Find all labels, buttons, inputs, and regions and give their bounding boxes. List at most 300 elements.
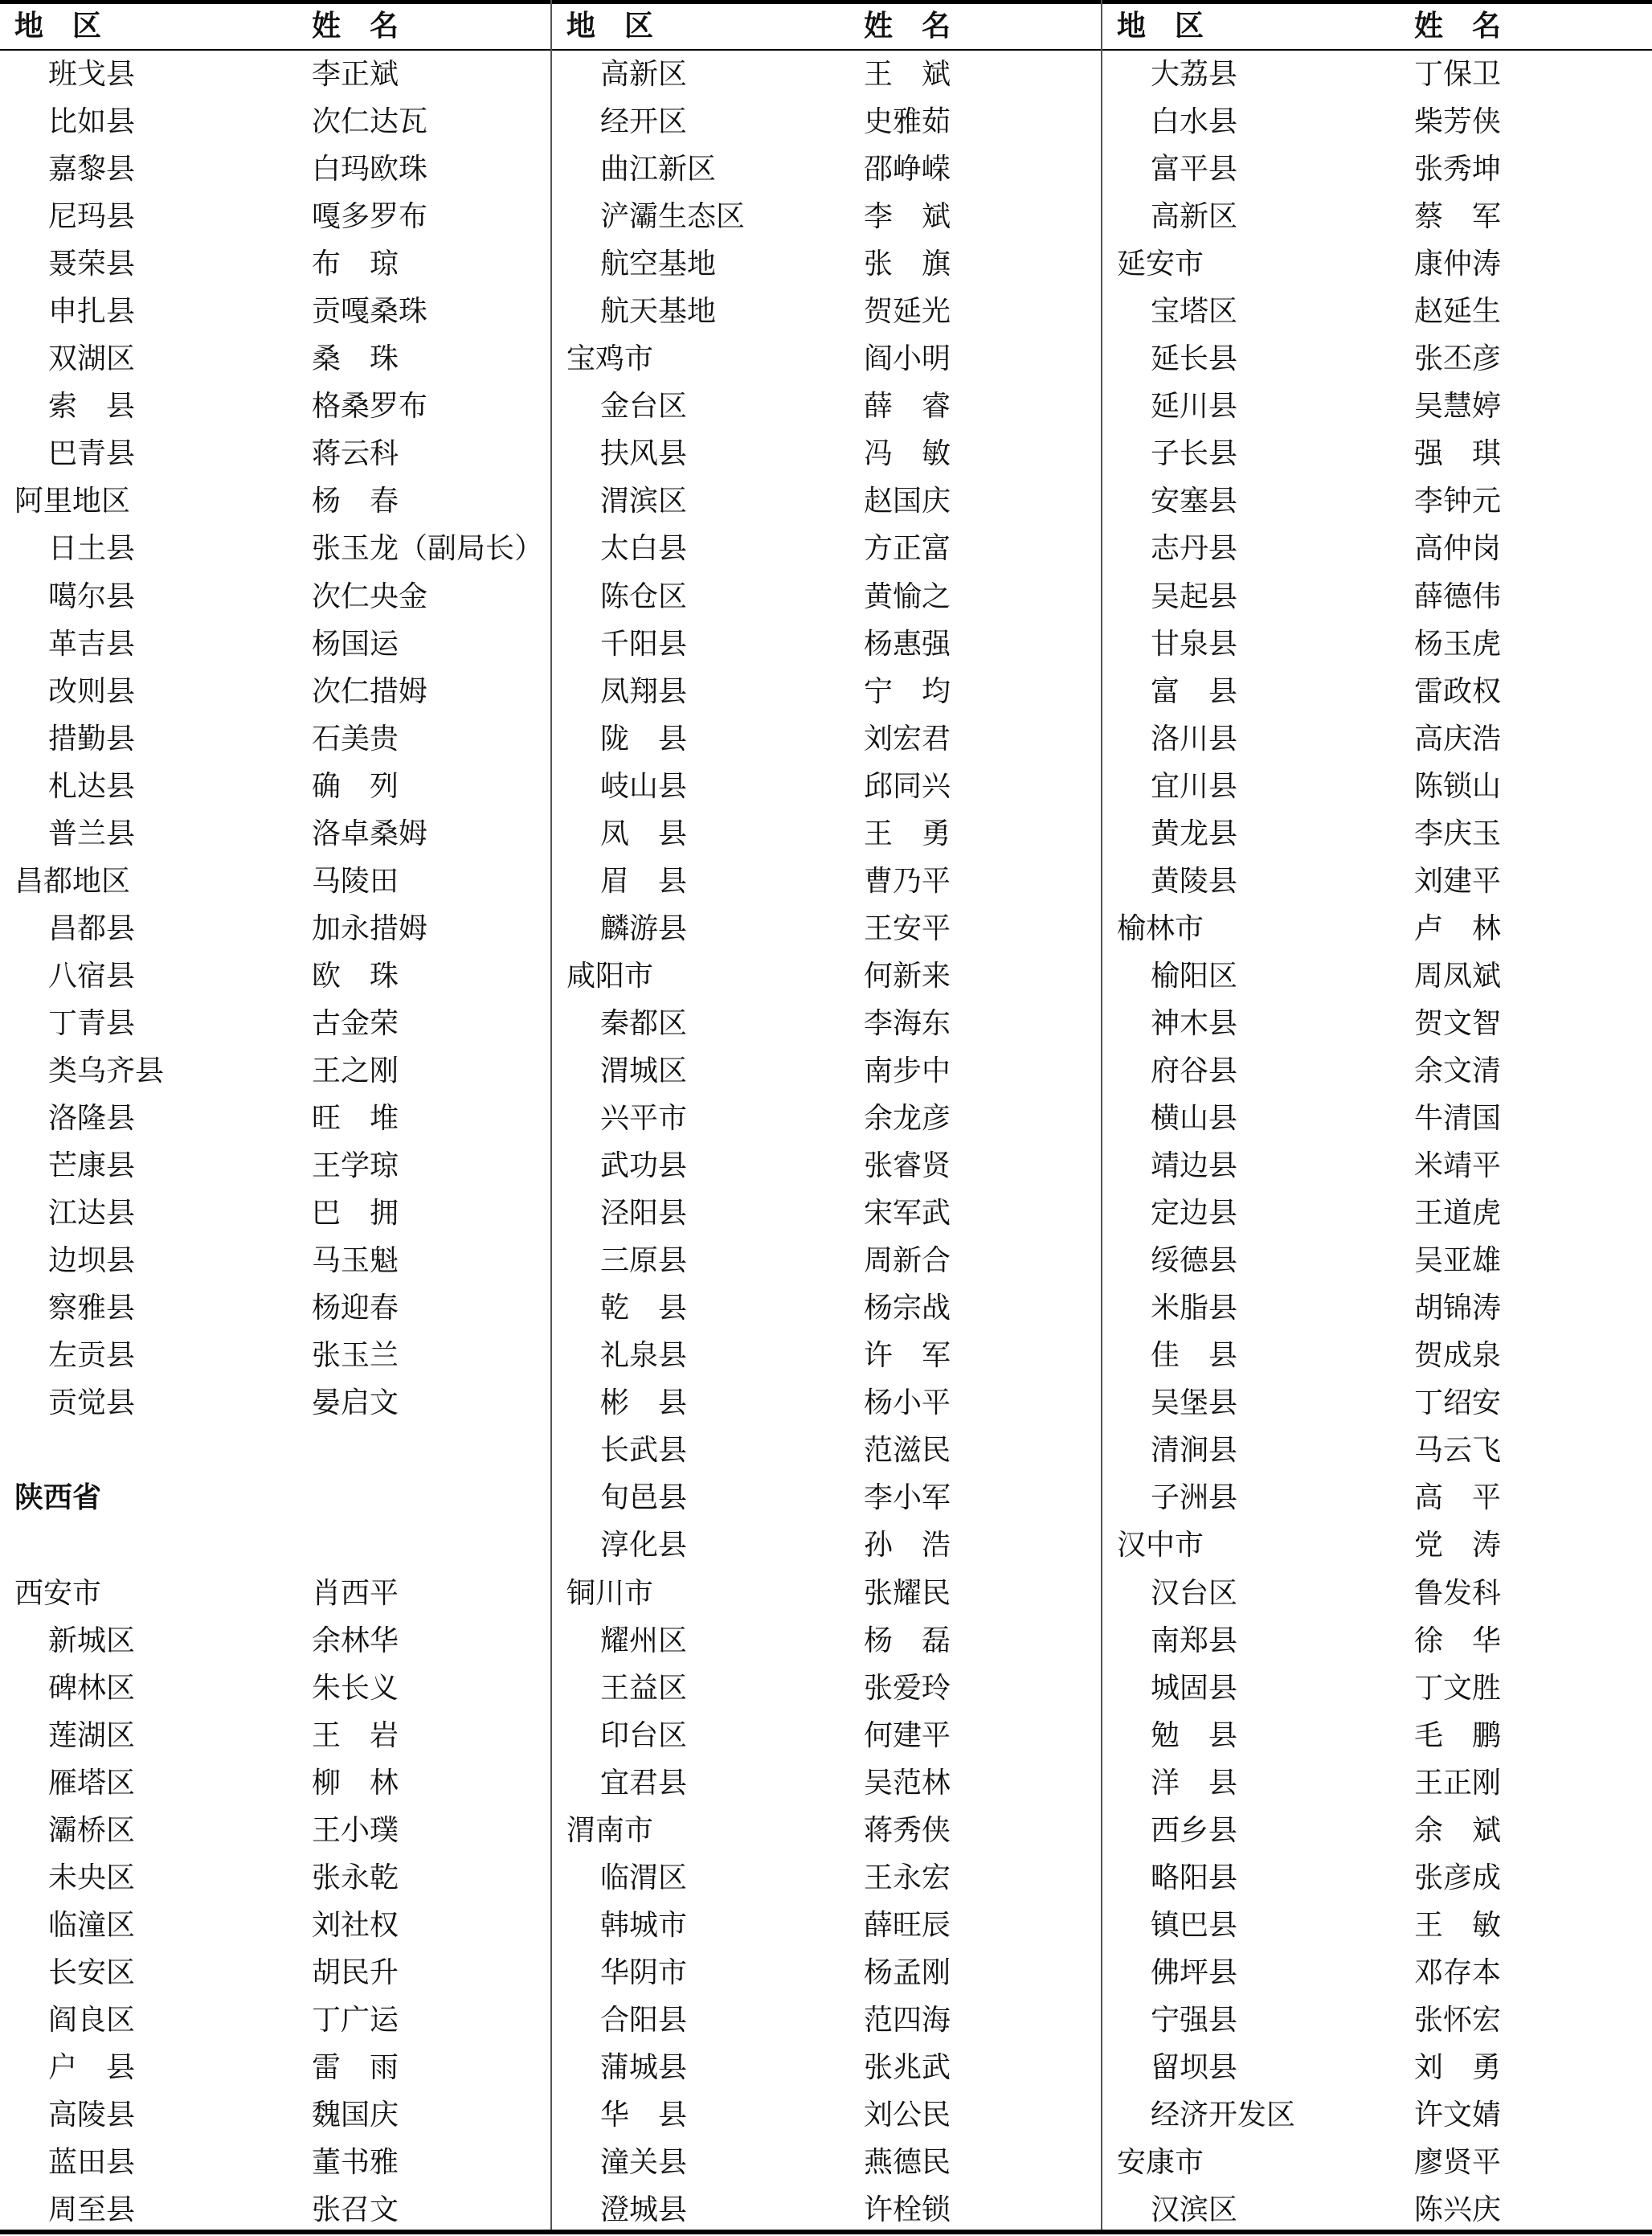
region-cell: 革吉县 [48,627,136,661]
region-cell: 富 县 [1151,674,1238,708]
name-cell: 薛德伟 [1414,579,1502,613]
table-row [1102,573,1652,620]
region-cell: 洛川县 [1151,722,1238,756]
name-cell: 牛清国 [1414,1102,1502,1136]
name-cell: 次仁措姆 [312,674,428,708]
name-cell: 冯 敏 [864,437,951,471]
table-row [0,525,550,572]
region-cell: 安康市 [1117,2146,1204,2180]
region-cell: 吴堡县 [1151,1386,1238,1420]
name-cell: 丁保卫 [1414,58,1502,91]
header-region: 地 区 [566,10,654,43]
table-row [0,763,550,810]
region-cell: 措勤县 [48,722,136,756]
region-cell: 太白县 [600,532,688,566]
name-cell: 马玉魁 [312,1244,399,1278]
name-cell: 杨孟刚 [864,1955,951,1989]
region-cell: 新城区 [48,1624,136,1657]
region-cell: 阎良区 [48,2003,136,2037]
table-row [0,1142,550,1190]
region-cell: 清涧县 [1151,1434,1238,1468]
name-cell: 余龙彦 [864,1102,951,1136]
name-cell: 张玉龙（副局长） [312,532,544,566]
name-cell: 旺 堆 [312,1102,399,1136]
name-cell: 邱同兴 [864,769,951,803]
name-cell: 李钟元 [1414,485,1502,518]
table-row [0,2091,550,2139]
name-cell: 张丕彦 [1414,342,1502,376]
name-cell: 杨小平 [864,1386,951,1420]
table-row [552,1332,1102,1379]
region-cell: 八宿县 [48,959,136,993]
region-cell: 镇巴县 [1151,1908,1238,1942]
table-row [552,1570,1102,1617]
name-cell: 雷政权 [1414,674,1502,708]
name-cell: 南步中 [864,1054,951,1087]
region-cell: 蒲城县 [600,2050,688,2084]
region-cell: 麟游县 [600,911,688,945]
region-cell: 佳 县 [1151,1339,1238,1373]
name-cell: 张召文 [312,2193,399,2227]
name-cell: 曹乃平 [864,864,951,898]
name-cell: 王道虎 [1414,1197,1502,1231]
name-cell: 白玛欧珠 [312,153,428,186]
name-cell: 廖贤平 [1414,2146,1502,2180]
table-row [0,145,550,193]
rows [552,51,1102,2234]
name-cell: 次仁达瓦 [312,105,428,139]
region-cell: 榆阳区 [1151,959,1238,993]
rows [1102,51,1652,2234]
name-cell: 党 涛 [1414,1529,1502,1562]
region-cell: 西安市 [14,1576,102,1610]
name-cell: 王安平 [864,911,951,945]
table-row [552,2186,1102,2234]
table-row [552,51,1102,98]
name-cell: 布 琼 [312,248,399,281]
name-cell: 陈锁山 [1414,769,1502,803]
table-row [0,1521,550,1569]
name-cell: 薛旺辰 [864,1908,951,1942]
table-row [0,1902,550,1949]
region-cell: 勉 县 [1151,1718,1238,1752]
region-cell: 灞桥区 [48,1813,136,1847]
name-cell: 胡民升 [312,1955,399,1989]
region-cell: 宝鸡市 [566,342,654,376]
name-cell: 燕德民 [864,2146,951,2180]
region-cell: 神木县 [1151,1006,1238,1040]
name-cell: 欧 珠 [312,959,399,993]
name-cell: 史雅茹 [864,105,951,139]
table-row [552,1379,1102,1427]
table-row [552,1854,1102,1902]
name-cell: 杨玉虎 [1414,627,1502,661]
name-cell: 王之刚 [312,1054,399,1087]
name-cell: 刘社权 [312,1908,399,1942]
table-row [1102,288,1652,335]
region-cell: 凤翔县 [600,674,688,708]
name-cell: 孙 浩 [864,1529,951,1562]
name-cell: 王 勇 [864,817,951,850]
region-cell: 千阳县 [600,627,688,661]
region-cell: 澄城县 [600,2193,688,2227]
table-row [1102,952,1652,1000]
name-cell: 毛 鹏 [1414,1718,1502,1752]
name-cell: 贡嘎桑珠 [312,295,428,329]
table-row [552,2139,1102,2186]
table-row [552,1759,1102,1807]
region-cell: 阿里地区 [14,485,131,518]
table-row [552,1237,1102,1284]
table-row [1102,1949,1652,1996]
region-cell: 航天基地 [600,295,717,329]
region-cell: 榆林市 [1117,911,1204,945]
name-cell: 范滋民 [864,1434,951,1468]
table-row [0,858,550,905]
region-cell: 靖边县 [1151,1149,1238,1183]
name-cell: 嘎多罗布 [312,200,428,234]
table-row [0,430,550,477]
table-row [552,1284,1102,1332]
region-cell: 宁强县 [1151,2003,1238,2037]
table-row [0,1807,550,1854]
name-cell: 张耀民 [864,1576,951,1610]
table-row [0,668,550,715]
table-row [1102,1095,1652,1142]
table-row [552,383,1102,430]
region-cell: 陈仓区 [600,579,688,613]
name-cell: 王 敏 [1414,1908,1502,1942]
region-cell: 彬 县 [600,1386,688,1420]
region-cell: 延安市 [1117,248,1204,281]
rows [0,51,550,2234]
table-row [1102,1617,1652,1665]
header-name: 姓 名 [312,10,399,43]
region-cell: 韩城市 [600,1908,688,1942]
region-cell: 陇 县 [600,722,688,756]
region-cell: 渭城区 [600,1054,688,1087]
region-cell: 渭滨区 [600,485,688,518]
region-cell: 尼玛县 [48,200,136,234]
table-row [552,763,1102,810]
region-cell: 淳化县 [600,1529,688,1562]
name-cell: 范四海 [864,2003,951,2037]
table-row [552,1190,1102,1237]
table-row [552,288,1102,335]
table-row [552,620,1102,668]
name-cell: 张彦成 [1414,1861,1502,1894]
name-cell: 薛 睿 [864,390,951,424]
region-cell: 南郑县 [1151,1624,1238,1657]
table-row [1102,240,1652,288]
table-row [0,1854,550,1902]
table-row [552,573,1102,620]
region-cell: 凤 县 [600,817,688,850]
name-cell: 吴范林 [864,1766,951,1800]
table-row [1102,1284,1652,1332]
table-row [1102,1759,1652,1807]
region-cell: 泾阳县 [600,1197,688,1231]
table-row [1102,193,1652,240]
region-cell: 三原县 [600,1244,688,1278]
region-cell: 合阳县 [600,2003,688,2037]
name-cell: 刘公民 [864,2099,951,2132]
table-row [0,335,550,383]
table-column-2 [552,0,1102,2230]
name-cell: 周凤斌 [1414,959,1502,993]
table-row [1102,1712,1652,1759]
region-cell: 印台区 [600,1718,688,1752]
table-row [0,952,550,1000]
table-row [552,193,1102,240]
region-cell: 昌都地区 [14,864,131,898]
name-cell: 巴 拥 [312,1197,399,1231]
table-row [552,477,1102,525]
name-cell: 晏启文 [312,1386,399,1420]
name-cell: 雷 雨 [312,2050,399,2084]
region-cell: 兴平市 [600,1102,688,1136]
name-cell: 丁绍安 [1414,1386,1502,1420]
name-cell: 蔡 军 [1414,200,1502,234]
header-name: 姓 名 [864,10,951,43]
table-row [0,1047,550,1095]
name-cell: 张兆武 [864,2050,951,2084]
table-row [552,1095,1102,1142]
region-cell: 甘泉县 [1151,627,1238,661]
name-cell: 徐 华 [1414,1624,1502,1657]
name-cell: 洛卓桑姆 [312,817,428,850]
table-row [552,430,1102,477]
region-cell: 浐灞生态区 [600,200,746,234]
region-cell: 航空基地 [600,248,717,281]
name-cell: 吴亚雄 [1414,1244,1502,1278]
table-row [552,1665,1102,1712]
name-cell: 张永乾 [312,1861,399,1894]
region-cell: 经开区 [600,105,688,139]
name-cell: 肖西平 [312,1576,399,1610]
region-cell: 日土县 [48,532,136,566]
region-cell: 延长县 [1151,342,1238,376]
name-cell: 贺成泉 [1414,1339,1502,1373]
region-cell: 潼关县 [600,2146,688,2180]
table-row [1102,1854,1652,1902]
table-row [0,1617,550,1665]
table-row [552,952,1102,1000]
name-cell: 王 斌 [864,58,951,91]
table-row [0,383,550,430]
name-cell: 王小璞 [312,1813,399,1847]
table-row [1102,145,1652,193]
region-cell: 大荔县 [1151,58,1238,91]
region-cell: 渭南市 [566,1813,654,1847]
region-cell: 安塞县 [1151,485,1238,518]
region-cell: 武功县 [600,1149,688,1183]
table-row [0,1237,550,1284]
name-cell: 刘 勇 [1414,2050,1502,2084]
region-cell: 富平县 [1151,153,1238,186]
region-cell: 临潼区 [48,1908,136,1942]
region-cell: 普兰县 [48,817,136,850]
region-cell: 吴起县 [1151,579,1238,613]
name-cell: 张怀宏 [1414,2003,1502,2037]
table-row [552,2091,1102,2139]
table-row [1102,525,1652,572]
name-cell: 邵峥嵘 [864,153,951,186]
name-cell: 石美贵 [312,722,399,756]
table-row [552,810,1102,858]
name-cell: 李正斌 [312,58,399,91]
region-cell: 班戈县 [48,58,136,91]
region-cell: 略阳县 [1151,1861,1238,1894]
table-row [0,2139,550,2186]
region-cell: 户 县 [48,2050,136,2084]
name-cell: 高仲岗 [1414,532,1502,566]
table-row [0,810,550,858]
table-row [0,1665,550,1712]
name-cell: 黄愉之 [864,579,951,613]
table-row [1102,477,1652,525]
name-cell: 宋军武 [864,1197,951,1231]
region-cell: 耀州区 [600,1624,688,1657]
name-cell: 张玉兰 [312,1339,399,1373]
region-cell: 碑林区 [48,1671,136,1705]
table-row [1102,1807,1652,1854]
table-row [0,620,550,668]
table-row [1102,430,1652,477]
table-row [552,1712,1102,1759]
table-row [1102,2139,1652,2186]
table-row [552,1807,1102,1854]
region-cell: 曲江新区 [600,153,717,186]
region-cell: 申扎县 [48,295,136,329]
table-row [1102,1521,1652,1569]
region-cell: 子洲县 [1151,1481,1238,1515]
table-row [1102,620,1652,668]
name-cell: 确 列 [312,769,399,803]
name-cell: 张睿贤 [864,1149,951,1183]
name-cell: 魏国庆 [312,2099,399,2132]
table-row [0,1332,550,1379]
region-cell: 王益区 [600,1671,688,1705]
region-cell: 汉滨区 [1151,2193,1238,2227]
region-cell: 长武县 [600,1434,688,1468]
name-cell: 陈兴庆 [1414,2193,1502,2227]
table-row [0,573,550,620]
table-row [1102,2044,1652,2091]
name-cell: 王学琼 [312,1149,399,1183]
table-row [0,1759,550,1807]
name-cell: 蒋云科 [312,437,399,471]
region-cell: 丁青县 [48,1006,136,1040]
table-row [552,1521,1102,1569]
table-row [0,2044,550,2091]
table-row [552,1902,1102,1949]
name-cell: 刘宏君 [864,722,951,756]
region-cell: 金台区 [600,390,688,424]
name-cell: 张秀坤 [1414,153,1502,186]
table-row [0,905,550,952]
name-cell: 余林华 [312,1624,399,1657]
name-cell: 张 旗 [864,248,951,281]
table-row [1102,1570,1652,1617]
region-cell: 横山县 [1151,1102,1238,1136]
table-row [1102,763,1652,810]
table-row [552,905,1102,952]
table-row [0,193,550,240]
region-cell: 汉台区 [1151,1576,1238,1610]
name-cell: 王 岩 [312,1718,399,1752]
region-cell: 芒康县 [48,1149,136,1183]
region-cell: 扶风县 [600,437,688,471]
region-cell: 华阴市 [600,1955,688,1989]
region-cell: 未央区 [48,1861,136,1894]
region-cell: 昌都县 [48,911,136,945]
table-row [1102,905,1652,952]
table-row [1102,810,1652,858]
name-cell: 杨 春 [312,485,399,518]
name-cell: 胡锦涛 [1414,1292,1502,1325]
region-cell: 绥德县 [1151,1244,1238,1278]
table-row [552,1617,1102,1665]
name-cell: 许文婧 [1414,2099,1502,2132]
region-cell: 嘉黎县 [48,153,136,186]
region-cell: 汉中市 [1117,1529,1204,1562]
name-cell: 次仁央金 [312,579,428,613]
table-row [552,335,1102,383]
region-cell: 白水县 [1151,105,1238,139]
region-cell: 子长县 [1151,437,1238,471]
region-cell: 左贡县 [48,1339,136,1373]
name-cell: 丁广运 [312,2003,399,2037]
region-cell: 宜川县 [1151,769,1238,803]
region-cell: 秦都区 [600,1006,688,1040]
table-row [552,1996,1102,2044]
name-cell: 许栓锁 [864,2193,951,2227]
region-cell: 蓝田县 [48,2146,136,2180]
name-cell: 方正富 [864,532,951,566]
region-cell: 礼泉县 [600,1339,688,1373]
region-cell: 咸阳市 [566,959,654,993]
name-cell: 赵延生 [1414,295,1502,329]
name-cell: 李庆玉 [1414,817,1502,850]
name-cell: 蒋秀侠 [864,1813,951,1847]
table-row [1102,1379,1652,1427]
name-cell: 马云飞 [1414,1434,1502,1468]
region-cell: 札达县 [48,769,136,803]
table-row [552,525,1102,572]
name-cell: 邓存本 [1414,1955,1502,1989]
name-cell: 贺文智 [1414,1006,1502,1040]
name-cell: 古金荣 [312,1006,399,1040]
table-column-3 [1102,0,1652,2230]
region-cell: 府谷县 [1151,1054,1238,1087]
region-cell: 高陵县 [48,2099,136,2132]
table-row [0,1095,550,1142]
region-cell: 黄龙县 [1151,817,1238,850]
name-cell: 吴慧婷 [1414,390,1502,424]
name-cell: 杨国运 [312,627,399,661]
table-row [552,1142,1102,1190]
table-row [1102,1332,1652,1379]
name-cell: 阎小明 [864,342,951,376]
region-cell: 宜君县 [600,1766,688,1800]
header-region: 地 区 [1117,10,1204,43]
name-cell: 王永宏 [864,1861,951,1894]
table-row [0,1284,550,1332]
name-cell: 李小军 [864,1481,951,1515]
table-row [1102,335,1652,383]
table-row [0,51,550,98]
